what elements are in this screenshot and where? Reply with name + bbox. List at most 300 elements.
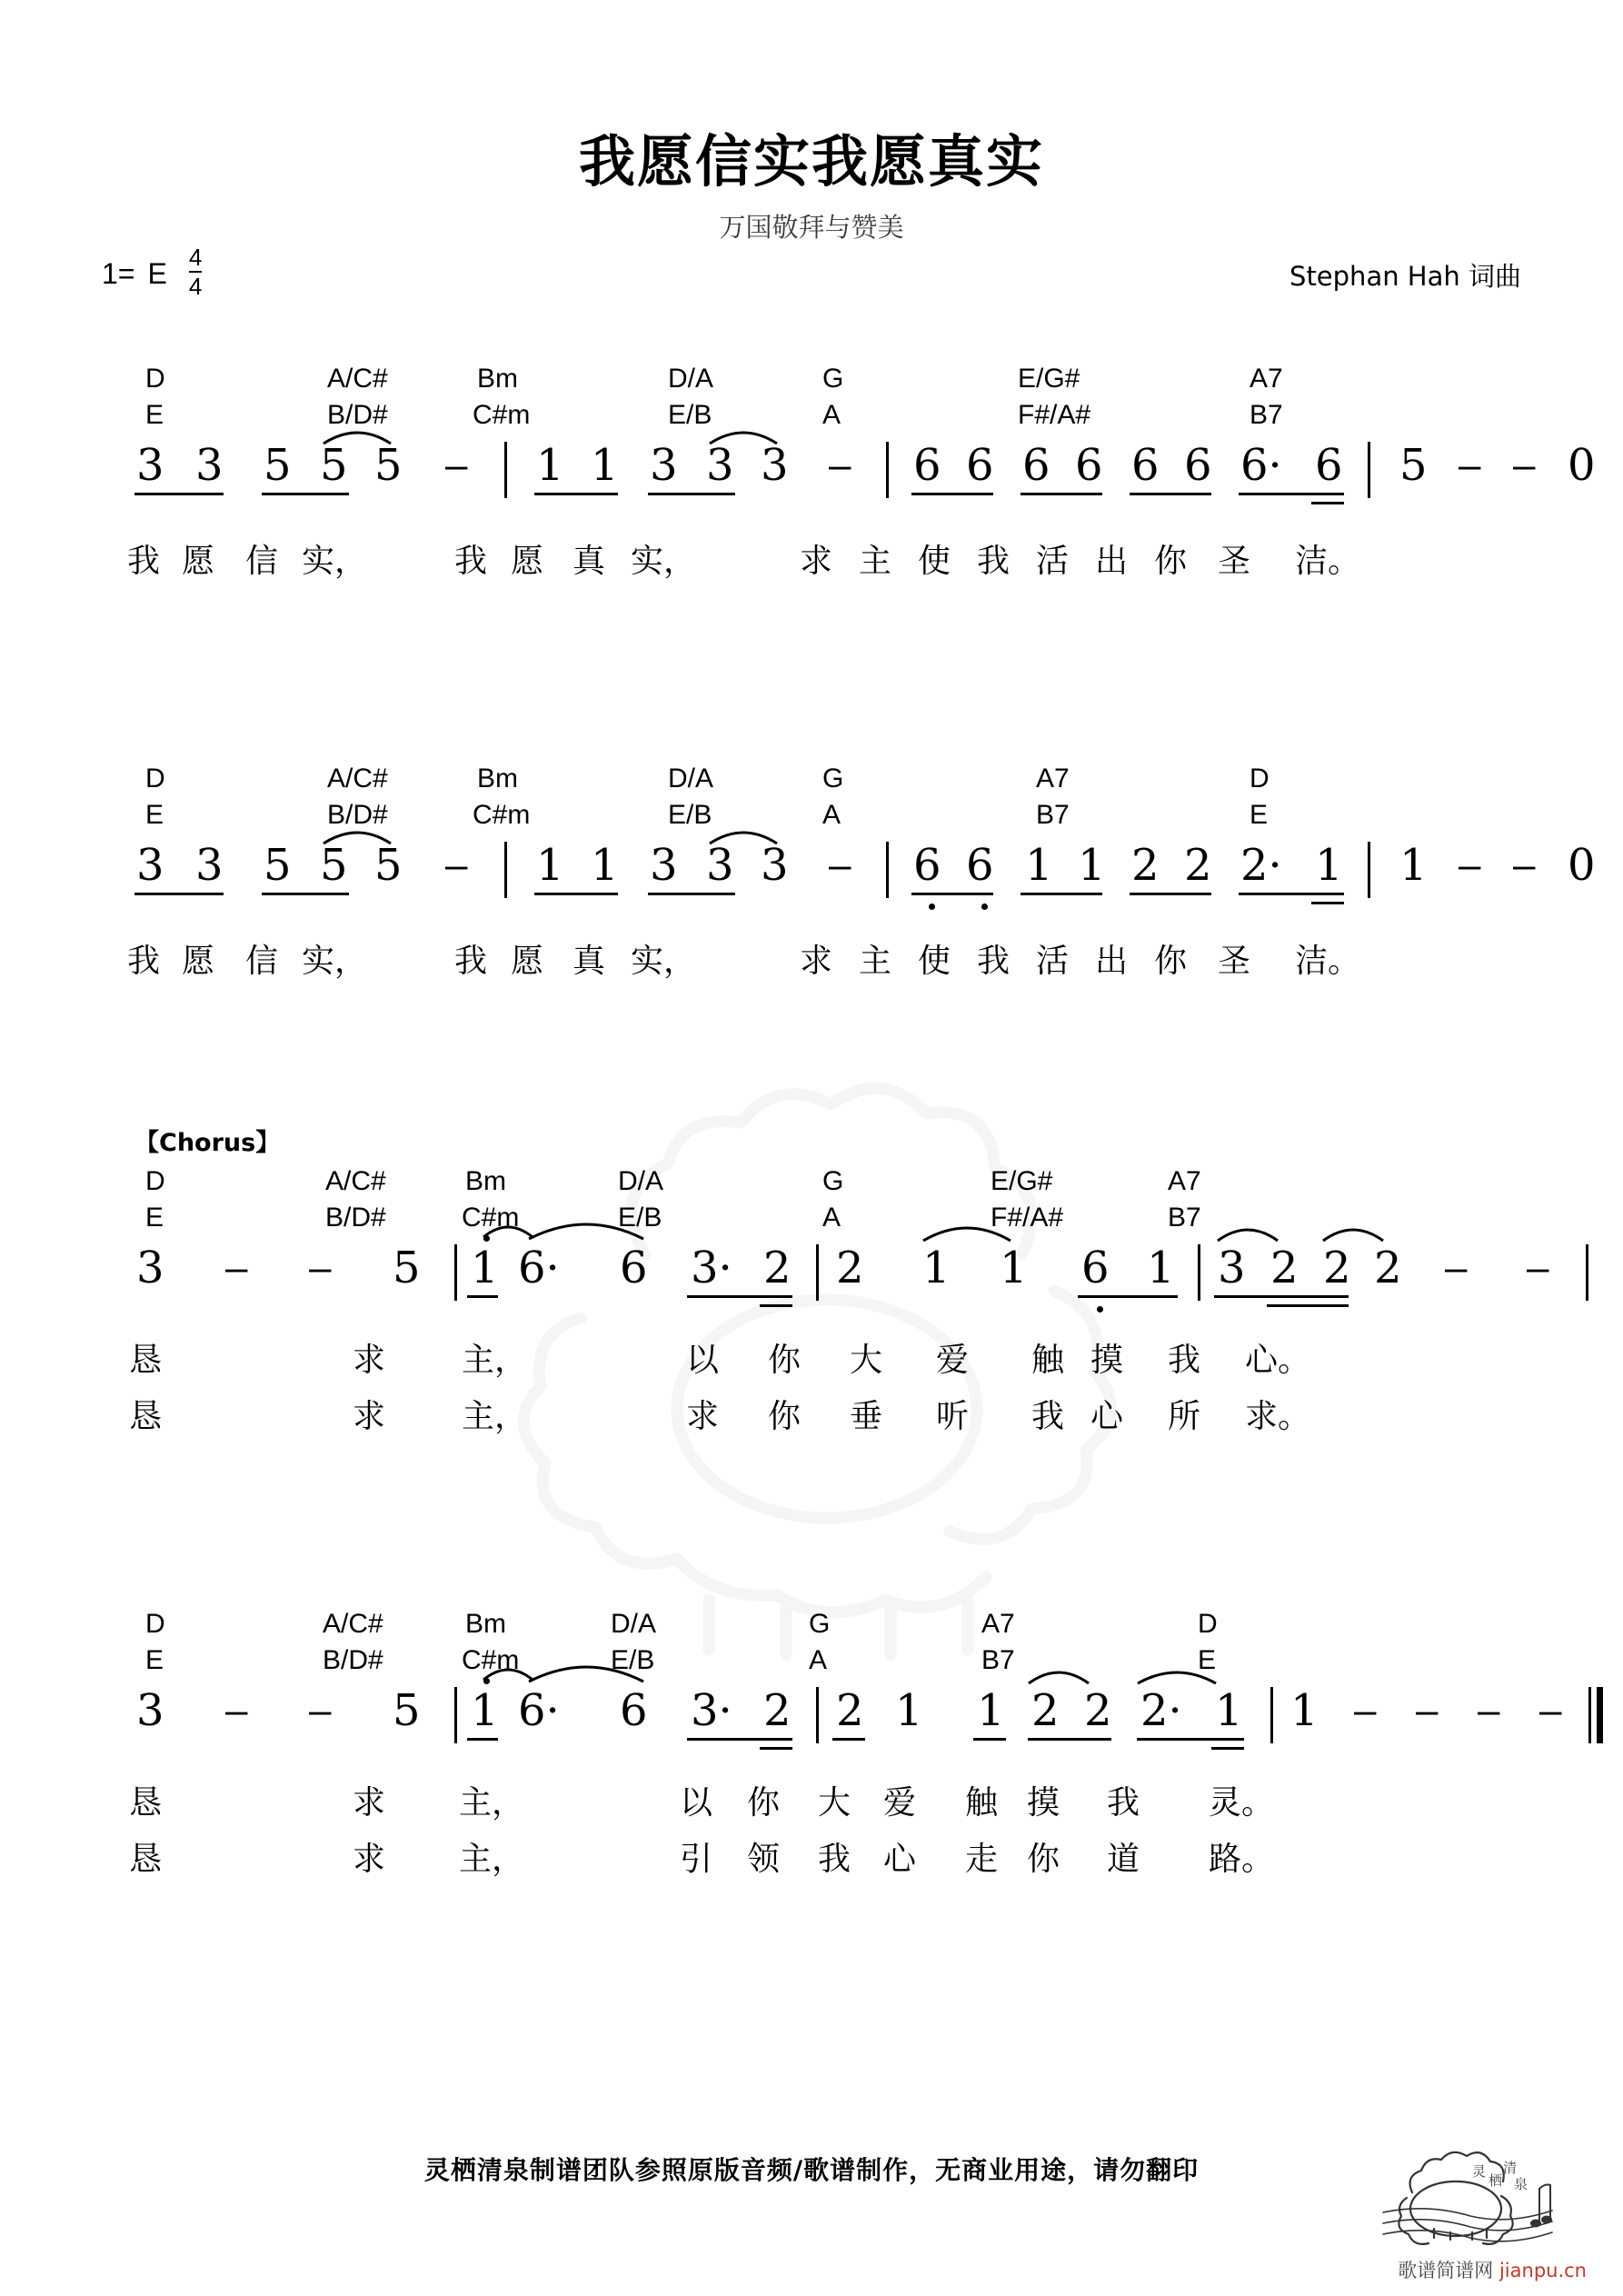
note: 0 — [1568, 440, 1596, 491]
chord-row-upper-4 — [0, 1609, 1623, 1645]
note: 2 — [1184, 840, 1212, 891]
barline — [504, 442, 507, 498]
chord-lower: B7 — [981, 1645, 1015, 1675]
note: 2 — [1374, 1243, 1402, 1293]
slur — [1319, 1219, 1387, 1244]
lyric-syllable: 出 — [1095, 543, 1129, 580]
site-domain: jianpu.cn — [1499, 2260, 1587, 2281]
note: 1 — [471, 1685, 499, 1736]
svg-text:清: 清 — [1503, 2160, 1518, 2176]
lyric-syllable: 你 — [768, 1398, 802, 1435]
lyric-row-3b — [0, 1391, 1623, 1447]
beam — [1239, 893, 1344, 895]
beam — [1130, 493, 1211, 495]
lyric-syllable: 领 — [747, 1841, 781, 1878]
chord-row-upper-2 — [0, 764, 1623, 800]
chord-upper: A7 — [1168, 1166, 1201, 1196]
composer-credit: Stephan Hah 词曲 — [1289, 261, 1521, 292]
note: 1 — [1290, 1685, 1319, 1736]
note: – — [1354, 1688, 1377, 1732]
note: 3· — [691, 1685, 732, 1736]
note: 2 — [1323, 1243, 1351, 1293]
site-watermark — [1398, 2256, 1587, 2283]
note: 6 — [913, 840, 941, 891]
beam — [467, 1738, 498, 1741]
final-barline-thick — [1597, 1687, 1603, 1743]
note: 1 — [895, 1685, 923, 1736]
chord-lower: E — [1250, 800, 1269, 830]
chord-upper: D/A — [668, 364, 714, 394]
lyric-row-2 — [0, 935, 1623, 992]
note: 6 — [620, 1243, 648, 1293]
chord-lower: E/B — [668, 400, 712, 430]
chord-upper: G — [809, 1609, 831, 1639]
lyric-syllable: 求 — [800, 543, 833, 580]
note: 1 — [1025, 840, 1053, 891]
tie — [706, 422, 781, 447]
slur — [525, 1212, 647, 1243]
chord-upper: D/A — [668, 764, 714, 794]
octave-dot-low — [981, 903, 988, 910]
slur — [1134, 1662, 1220, 1687]
lyric-syllable: 求 — [353, 1398, 386, 1435]
note: – — [445, 843, 468, 887]
beam — [1021, 493, 1102, 495]
note: 6 — [1081, 1243, 1110, 1293]
beam — [134, 893, 224, 895]
barline — [454, 1244, 457, 1301]
barline — [1586, 1244, 1588, 1301]
note-row-3 — [0, 1239, 1623, 1325]
lyric-syllable: 心 — [883, 1841, 917, 1878]
music-system-2 — [0, 764, 1623, 992]
note: – — [1459, 843, 1481, 887]
note: 1 — [1000, 1243, 1028, 1293]
beam — [262, 493, 349, 495]
chord-upper: A/C# — [323, 1609, 383, 1639]
lyric-syllable: 恳 — [129, 1398, 163, 1435]
beam — [262, 893, 349, 895]
barline — [1368, 842, 1370, 898]
lyric-syllable: 实， — [631, 543, 697, 580]
chorus-label: 【Chorus】 — [134, 1129, 281, 1157]
time-signature — [189, 245, 202, 298]
barline — [886, 442, 889, 498]
note: 6 — [1315, 440, 1343, 491]
note-row-2 — [0, 836, 1623, 923]
beam — [1078, 1295, 1178, 1298]
lyric-syllable: 走 — [965, 1841, 999, 1878]
chord-lower: B7 — [1168, 1203, 1201, 1233]
note: 5 — [374, 440, 403, 491]
note: 6· — [518, 1243, 560, 1293]
beam-sixteenth — [760, 1304, 792, 1307]
lyric-syllable: 摸 — [1027, 1784, 1060, 1822]
note: 3 — [761, 840, 789, 891]
note: – — [1513, 443, 1536, 487]
lingqi-qingquan-logo — [1378, 2145, 1568, 2254]
chord-lower: E — [145, 1645, 164, 1675]
chord-lower: B/D# — [323, 1645, 383, 1675]
note: – — [309, 1688, 332, 1732]
beam — [648, 893, 735, 895]
lyric-syllable: 灵。 — [1209, 1784, 1275, 1822]
chord-upper: A/C# — [327, 764, 388, 794]
chord-lower: E — [145, 1203, 164, 1233]
note: 5 — [1399, 440, 1428, 491]
lyric-syllable: 主 — [859, 543, 892, 580]
chord-upper: G — [822, 764, 844, 794]
music-system-4 — [0, 1609, 1623, 1890]
note-row-1 — [0, 436, 1623, 523]
chord-upper: Bm — [465, 1166, 506, 1196]
chord-lower: E/B — [611, 1645, 655, 1675]
chord-lower: C#m — [473, 800, 531, 830]
chord-row-upper-1 — [0, 364, 1623, 400]
lyric-syllable: 使 — [918, 543, 951, 580]
lyric-syllable: 路。 — [1209, 1841, 1275, 1878]
lyric-syllable: 引 — [680, 1841, 713, 1878]
key-prefix: 1= — [102, 256, 135, 290]
note: 2 — [763, 1685, 792, 1736]
lyric-syllable: 圣 — [1218, 543, 1251, 580]
note: 3 — [1218, 1243, 1246, 1293]
lyric-syllable: 你 — [1154, 543, 1188, 580]
lyric-syllable: 爱 — [883, 1784, 917, 1822]
chord-lower: C#m — [462, 1645, 520, 1675]
note: 1 — [1078, 840, 1106, 891]
lyric-syllable: 愿 — [511, 943, 544, 980]
chord-lower: B7 — [1036, 800, 1070, 830]
chord-lower: E — [1198, 1645, 1217, 1675]
chord-upper: A7 — [981, 1609, 1015, 1639]
slur — [525, 1654, 647, 1685]
lyric-syllable: 活 — [1036, 943, 1070, 980]
lyric-syllable: 你 — [747, 1784, 781, 1822]
lyric-syllable: 你 — [1154, 943, 1188, 980]
site-name: 歌谱简谱网 — [1398, 2260, 1494, 2281]
lyric-syllable: 我 — [454, 543, 488, 580]
tie — [706, 822, 781, 847]
chord-upper: D — [1250, 764, 1270, 794]
lyric-syllable: 我 — [127, 943, 161, 980]
note: 3 — [650, 440, 678, 491]
lyric-syllable: 愿 — [511, 543, 544, 580]
lyric-syllable: 实， — [631, 943, 697, 980]
lyric-syllable: 你 — [768, 1342, 802, 1379]
chord-upper: Bm — [477, 364, 518, 394]
note: 5 — [320, 840, 348, 891]
lyric-syllable: 主 — [859, 943, 892, 980]
lyric-row-4a — [0, 1777, 1623, 1833]
barline — [816, 1244, 819, 1301]
lyric-syllable: 恳 — [129, 1342, 163, 1379]
lyric-syllable: 恳 — [129, 1841, 163, 1878]
note: 2 — [1084, 1685, 1112, 1736]
lyric-syllable: 道 — [1107, 1841, 1140, 1878]
lyric-syllable: 主， — [462, 1342, 528, 1379]
beam — [134, 493, 224, 495]
note: – — [829, 843, 851, 887]
lyric-syllable: 爱 — [936, 1342, 970, 1379]
note: 6 — [966, 840, 994, 891]
chord-upper: D — [145, 1609, 165, 1639]
note: 3 — [195, 840, 224, 891]
note: 0 — [1568, 840, 1596, 891]
music-system-1 — [0, 364, 1623, 592]
chord-row-lower-2 — [0, 800, 1623, 836]
chord-lower: A — [822, 400, 841, 430]
chord-lower: C#m — [473, 400, 531, 430]
note: 1 — [1147, 1243, 1175, 1293]
lyric-syllable: 求。 — [1245, 1398, 1311, 1435]
note: – — [1527, 1245, 1549, 1290]
lyric-syllable: 求 — [800, 943, 833, 980]
note: – — [225, 1245, 248, 1290]
beam-sixteenth — [1311, 502, 1344, 504]
chord-lower: E — [145, 800, 164, 830]
lyric-syllable: 洁。 — [1295, 943, 1361, 980]
note: 3 — [136, 840, 164, 891]
beam — [1137, 1738, 1244, 1741]
lyric-syllable: 活 — [1036, 543, 1070, 580]
lyric-syllable: 求 — [686, 1398, 720, 1435]
lyric-syllable: 求 — [353, 1784, 386, 1822]
note: 3 — [706, 440, 734, 491]
barline — [1270, 1687, 1273, 1743]
beam — [467, 1295, 498, 1298]
note: 6 — [1075, 440, 1103, 491]
lyric-syllable: 心。 — [1245, 1342, 1311, 1379]
note: 1 — [977, 1685, 1005, 1736]
lyric-syllable: 垂 — [850, 1398, 883, 1435]
note: 1 — [536, 440, 564, 491]
note: 2· — [1240, 840, 1282, 891]
beam — [687, 1295, 792, 1298]
note: 3 — [706, 840, 734, 891]
lyric-syllable: 实， — [302, 543, 368, 580]
lyric-row-1 — [0, 535, 1623, 592]
note: 2 — [836, 1243, 864, 1293]
chord-lower: B/D# — [327, 400, 388, 430]
note: 6 — [1184, 440, 1212, 491]
lyric-syllable: 主， — [459, 1784, 525, 1822]
lyric-syllable: 主， — [459, 1841, 525, 1878]
lyric-syllable: 实， — [302, 943, 368, 980]
note: 1 — [922, 1243, 951, 1293]
chord-lower: B/D# — [327, 800, 388, 830]
note: 2 — [763, 1243, 792, 1293]
note: 1 — [1399, 840, 1428, 891]
page-subtitle: 万国敬拜与赞美 — [719, 212, 904, 243]
note: 3 — [761, 440, 789, 491]
lyric-syllable: 出 — [1095, 943, 1129, 980]
page-title: 我愿信实我愿真实 — [578, 128, 1044, 195]
note: 5 — [393, 1243, 421, 1293]
lyric-row-4b — [0, 1833, 1623, 1890]
note: 5 — [264, 440, 292, 491]
note: 3 — [136, 1243, 164, 1293]
chord-upper: D — [1198, 1609, 1218, 1639]
note: 3 — [136, 440, 164, 491]
note: 3· — [691, 1243, 732, 1293]
beam — [1028, 1738, 1111, 1741]
lyric-syllable: 真 — [573, 943, 606, 980]
music-system-3 — [0, 1123, 1623, 1447]
octave-dot-low — [1097, 1306, 1103, 1313]
note: – — [829, 443, 851, 487]
note: – — [1478, 1688, 1500, 1732]
note: 1 — [1215, 1685, 1243, 1736]
lyric-syllable: 大 — [850, 1342, 883, 1379]
note: 1 — [591, 440, 619, 491]
beam — [648, 493, 735, 495]
barline — [504, 842, 507, 898]
lyric-syllable: 主， — [462, 1398, 528, 1435]
note: – — [1513, 843, 1536, 887]
lyric-syllable: 心 — [1090, 1398, 1124, 1435]
note: 6 — [1022, 440, 1050, 491]
lyric-syllable: 摸 — [1090, 1342, 1124, 1379]
meter-denominator: 4 — [188, 273, 203, 300]
chord-row-upper-3 — [0, 1166, 1623, 1203]
lyric-syllable: 以 — [686, 1342, 720, 1379]
chord-row-lower-4 — [0, 1645, 1623, 1682]
note: 3 — [136, 1685, 164, 1736]
chord-upper: D/A — [618, 1166, 664, 1196]
note: 5 — [264, 840, 292, 891]
note: 2· — [1140, 1685, 1182, 1736]
lyric-syllable: 我 — [977, 543, 1011, 580]
chord-upper: D — [145, 764, 165, 794]
lyric-syllable: 愿 — [182, 543, 215, 580]
note: – — [1539, 1688, 1562, 1732]
chord-lower: F#/A# — [991, 1203, 1064, 1233]
svg-text:栖: 栖 — [1489, 2172, 1503, 2189]
lyric-syllable: 我 — [818, 1841, 851, 1878]
chord-upper: A/C# — [327, 364, 388, 394]
key-letter: E — [147, 256, 167, 290]
beam — [534, 493, 618, 495]
lyric-syllable: 求 — [353, 1841, 386, 1878]
lyric-syllable: 我 — [1107, 1784, 1140, 1822]
svg-text:灵: 灵 — [1472, 2163, 1487, 2180]
lyric-syllable: 求 — [353, 1342, 386, 1379]
chord-upper: A/C# — [325, 1166, 386, 1196]
lyric-syllable: 信 — [245, 543, 279, 580]
barline — [886, 842, 889, 898]
lyric-syllable: 真 — [573, 543, 606, 580]
beam — [1021, 893, 1102, 895]
chord-lower: B/D# — [325, 1203, 386, 1233]
svg-text:泉: 泉 — [1514, 2176, 1528, 2192]
note: 2 — [1131, 840, 1160, 891]
lyric-syllable: 大 — [818, 1784, 851, 1822]
note: 5 — [320, 440, 348, 491]
chord-lower: C#m — [462, 1203, 520, 1233]
beam — [687, 1738, 792, 1741]
lyric-syllable: 我 — [1168, 1342, 1201, 1379]
lyric-syllable: 愿 — [182, 943, 215, 980]
key-signature — [102, 244, 203, 300]
note: – — [1445, 1245, 1468, 1290]
chord-lower: A — [822, 1203, 841, 1233]
lyric-syllable: 以 — [680, 1784, 713, 1822]
beam — [1130, 893, 1211, 895]
chord-row-lower-1 — [0, 400, 1623, 436]
beam — [973, 1738, 1006, 1741]
beam — [1214, 1295, 1349, 1298]
chord-upper: A7 — [1250, 364, 1283, 394]
note: 2 — [836, 1685, 864, 1736]
beam — [911, 893, 993, 895]
lyric-syllable: 我 — [127, 543, 161, 580]
note: 3 — [650, 840, 678, 891]
chord-lower: E/B — [618, 1203, 662, 1233]
chord-upper: D — [145, 364, 165, 394]
chord-lower: A — [822, 800, 841, 830]
chord-upper: G — [822, 364, 844, 394]
meter-numerator: 4 — [188, 244, 203, 271]
tie — [320, 422, 394, 447]
beam — [832, 1738, 865, 1741]
lyric-syllable: 我 — [1031, 1398, 1065, 1435]
lyric-syllable: 所 — [1168, 1398, 1201, 1435]
note: 6 — [966, 440, 994, 491]
chord-lower: E — [145, 400, 164, 430]
note: – — [1459, 443, 1481, 487]
note-row-4 — [0, 1682, 1623, 1768]
beam-sixteenth — [1211, 1747, 1244, 1750]
lyric-syllable: 我 — [454, 943, 488, 980]
note: 6· — [1240, 440, 1282, 491]
chord-upper: A7 — [1036, 764, 1070, 794]
lyric-syllable: 圣 — [1218, 943, 1251, 980]
chord-upper: E/G# — [991, 1166, 1053, 1196]
beam-sixteenth — [1267, 1304, 1349, 1307]
lyric-syllable: 使 — [918, 943, 951, 980]
octave-dot-low — [929, 903, 935, 910]
note: 6 — [913, 440, 941, 491]
slur — [1214, 1219, 1281, 1244]
barline — [1368, 442, 1370, 498]
lyric-syllable: 听 — [936, 1398, 970, 1435]
beam-sixteenth — [760, 1747, 792, 1750]
chord-lower: B7 — [1250, 400, 1283, 430]
lyric-row-3a — [0, 1334, 1623, 1391]
tie — [320, 822, 394, 847]
slur — [1025, 1662, 1092, 1687]
note: – — [445, 443, 468, 487]
beam-sixteenth — [1311, 902, 1344, 904]
lyric-syllable: 触 — [1031, 1342, 1065, 1379]
lyric-syllable: 触 — [965, 1784, 999, 1822]
barline — [1198, 1244, 1200, 1301]
chord-lower: F#/A# — [1018, 400, 1091, 430]
note: 5 — [374, 840, 403, 891]
note: 2 — [1031, 1685, 1060, 1736]
note: 5 — [393, 1685, 421, 1736]
note: – — [225, 1688, 248, 1732]
beam — [1239, 493, 1344, 495]
note: 6 — [620, 1685, 648, 1736]
note: 6· — [518, 1685, 560, 1736]
note: 1 — [591, 840, 619, 891]
lyric-syllable: 你 — [1027, 1841, 1060, 1878]
slur — [920, 1217, 1014, 1244]
chord-upper: Bm — [465, 1609, 506, 1639]
barline — [454, 1687, 457, 1743]
